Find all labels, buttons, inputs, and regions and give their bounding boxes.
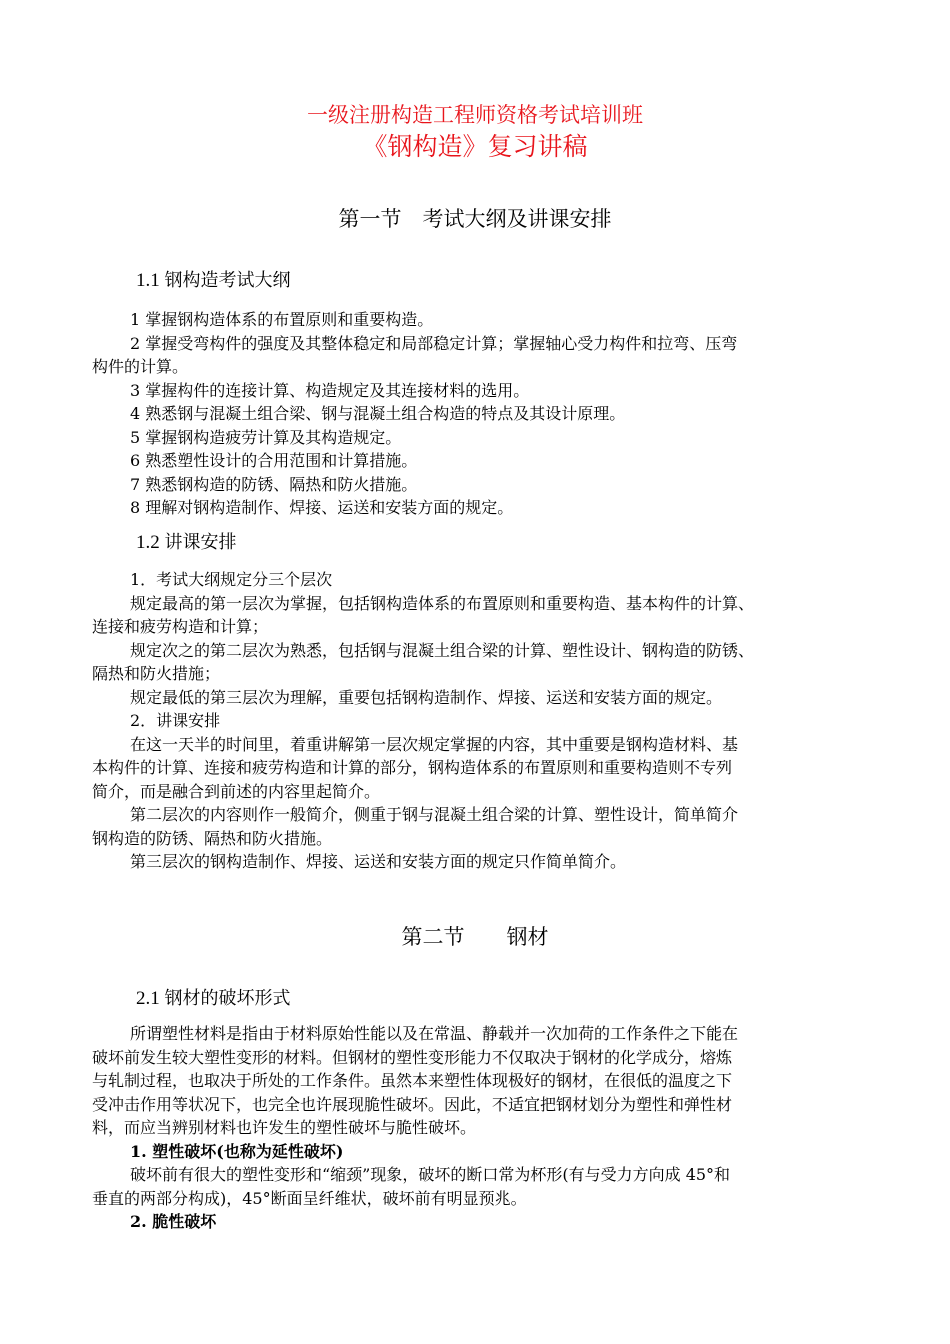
outline-item: 8 理解对钢构造制作、焊接、运送和安装方面的规定。 [130, 498, 514, 517]
outline-item: 6 熟悉塑性设计的合用范围和计算措施。 [130, 451, 418, 470]
subsection-1-1-heading [136, 268, 291, 294]
subsection-title: 讲课安排 [164, 532, 237, 553]
plastic-failure-heading: 1. 塑性破坏(也称为延性破坏) [130, 1141, 344, 1161]
arrangement-text [92, 568, 868, 874]
subsection-1-2-heading [136, 530, 237, 556]
subsection-number: 2.1 [136, 988, 165, 1009]
subsection-number: 1.1 [136, 270, 165, 291]
outline-item: 4 熟悉钢与混凝土组合梁、钢与混凝土组合构造的特点及其设计原理。 [130, 404, 626, 423]
text-line: 垂直的两部分构成)，45°断面呈纤维状，破坏前有明显预兆。 [92, 1188, 527, 1208]
outline-list [92, 308, 868, 520]
text-line: 本构件的计算、连接和疲劳构造和计算的部分，钢构造体系的布置原则和重要构造则不专列 [92, 758, 733, 777]
subsection-2-1-heading [136, 986, 291, 1012]
section1-heading: 第一节 考试大纲及讲课安排 [338, 207, 612, 231]
text-line: 简介，而是融合到前述的内容里起简介。 [92, 781, 381, 801]
text-line: 破坏前发生较大塑性变形的材料。但钢材的塑性变形能力不仅取决于钢材的化学成分，熔炼 [92, 1047, 733, 1067]
subsection-number: 1.2 [136, 532, 165, 553]
material-intro [92, 1022, 868, 1234]
text-line: 2．讲课安排 [130, 711, 221, 730]
outline-item: 1 掌握钢构造体系的布置原则和重要构造。 [130, 310, 434, 329]
text-line: 第三层次的钢构造制作、焊接、运送和安装方面的规定只作简单简介。 [130, 852, 627, 871]
text-line: 料，而应当辨别材料也许发生的塑性破坏与脆性破坏。 [92, 1118, 477, 1137]
text-line: 所谓塑性材料是指由于材料原始性能以及在常温、静载并一次加荷的工作条件之下能在 [130, 1024, 739, 1043]
text-line: 1．考试大纲规定分三个层次 [130, 570, 333, 589]
text-line: 第二层次的内容则作一般简介，侧重于钢与混凝土组合梁的计算、塑性设计，简单简介 [130, 805, 739, 824]
subsection-title: 钢材的破坏形式 [164, 988, 291, 1009]
outline-item: 5 掌握钢构造疲劳计算及其构造规定。 [130, 427, 402, 447]
text-line: 在这一天半的时间里，着重讲解第一层次规定掌握的内容，其中重要是钢构造材料、基 [130, 734, 739, 754]
brittle-failure-heading: 2. 脆性破坏 [130, 1212, 217, 1231]
outline-item: 3 掌握构件的连接计算、构造规定及其连接材料的选用。 [130, 380, 530, 400]
text-line: 破坏前有很大的塑性变形和“缩颈”现象，破坏的断口常为杯形(有与受力方向成 45°和 [130, 1165, 731, 1184]
text-line: 受冲击作用等状况下，也完全也许展现脆性破坏。因此，不适宜把钢材划分为塑性和弹性材 [92, 1094, 733, 1114]
text-line: 规定次之的第二层次为熟悉，包括钢与混凝土组合梁的计算、塑性设计、钢构造的防锈、 [130, 640, 755, 660]
doc-title-line2: 《钢构造》复习讲稿 [362, 132, 588, 161]
outline-item: 7 熟悉钢构造的防锈、隔热和防火措施。 [130, 474, 418, 494]
text-line: 规定最高的第一层次为掌握，包括钢构造体系的布置原则和重要构造、基本构件的计算、 [130, 593, 755, 613]
outline-item-cont: 构件的计算。 [92, 357, 189, 376]
text-line: 规定最低的第三层次为理解，重要包括钢构造制作、焊接、运送和安装方面的规定。 [130, 687, 723, 707]
outline-item: 2 掌握受弯构件的强度及其整体稳定和局部稳定计算；掌握轴心受力构件和拉弯、压弯 [130, 333, 738, 353]
text-line: 与轧制过程，也取决于所处的工作条件。虽然本来塑性体现极好的钢材，在很低的温度之下 [92, 1071, 733, 1090]
subsection-title: 钢构造考试大纲 [164, 270, 291, 291]
section2-heading: 第二节 钢材 [401, 925, 549, 949]
text-line: 钢构造的防锈、隔热和防火措施。 [92, 828, 333, 848]
text-line: 隔热和防火措施； [92, 664, 221, 683]
text-line: 连接和疲劳构造和计算； [92, 617, 269, 636]
doc-title-line1: 一级注册构造工程师资格考试培训班 [307, 103, 643, 127]
